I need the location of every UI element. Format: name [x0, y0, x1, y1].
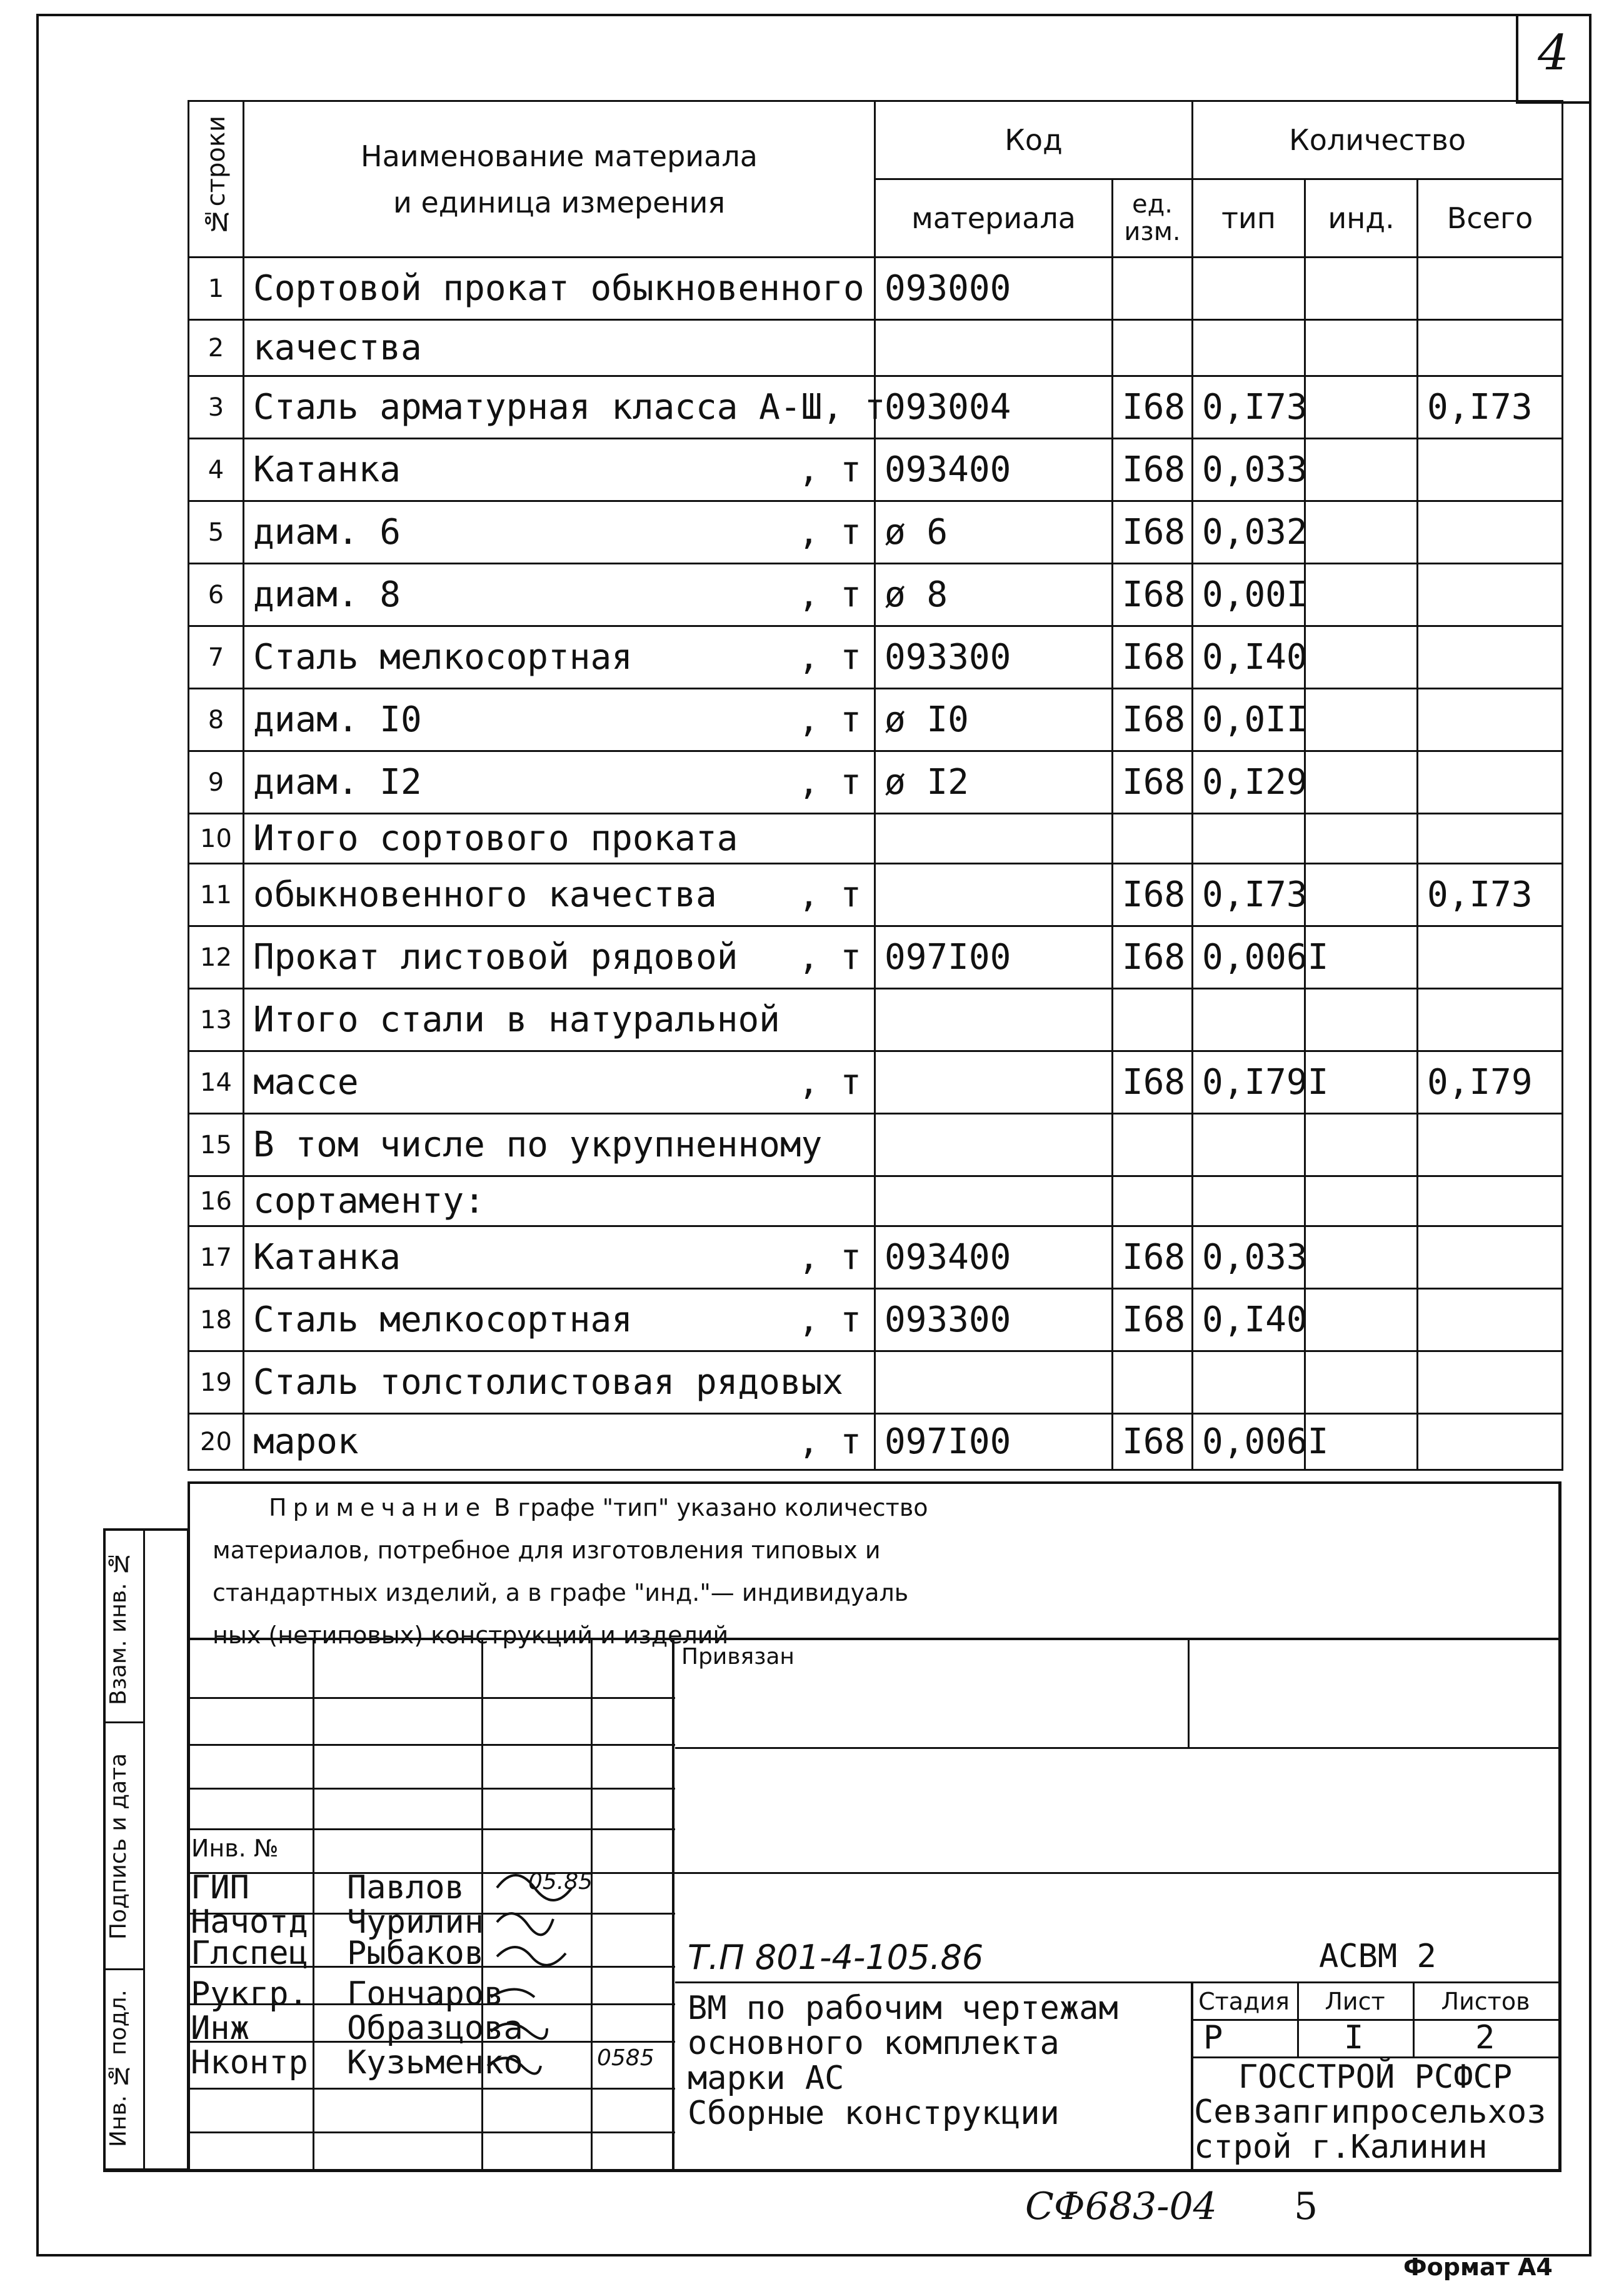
material-unit-text: , т	[798, 512, 861, 553]
project-number: Т.П 801-4-105.86	[688, 1938, 984, 1977]
material-name-text: диам. 8	[253, 574, 401, 615]
row-number: 20	[189, 1414, 244, 1470]
qty-type	[1193, 1114, 1305, 1176]
row-number: 5	[189, 501, 244, 564]
organization: ГОССТРОЙ РСФСР Севзапгипросельхоз строй г.Калинин	[1194, 2058, 1546, 2166]
name-header: Наименование материала и единица измерения	[244, 101, 875, 258]
unit-code: I68	[1113, 501, 1193, 564]
material-name-text: Сталь толстолистовая рядовых	[253, 1362, 844, 1403]
qty-type: 0,I29	[1193, 751, 1305, 814]
material-name	[244, 689, 875, 751]
sheet-value: I	[1344, 2019, 1364, 2056]
qty-type	[1193, 989, 1305, 1051]
unit-code	[1113, 1114, 1193, 1176]
material-name-text: Сортовой прокат обыкновенного	[253, 268, 865, 309]
type-header: тип	[1193, 179, 1305, 258]
side-podpis-label: Подпись и дата	[106, 1753, 131, 1940]
table-row	[189, 376, 1563, 439]
material-unit-text: , т	[798, 762, 861, 803]
qty-ind	[1305, 814, 1418, 864]
ind-header: инд.	[1305, 179, 1418, 258]
material-code	[875, 1351, 1113, 1414]
qty-total	[1418, 439, 1563, 501]
table-row	[189, 864, 1563, 926]
sign-row-6: Нконтр	[191, 2044, 308, 2081]
archive-page: 5	[1294, 2185, 1318, 2228]
table-row	[189, 751, 1563, 814]
material-name-text: Итого сортового проката	[253, 818, 738, 859]
qty-total: 0,I73	[1418, 864, 1563, 926]
material-name-text: Прокат листовой рядовой	[253, 937, 738, 978]
row-number: 17	[189, 1226, 244, 1289]
table-row	[189, 626, 1563, 689]
unit-code: I68	[1113, 1051, 1193, 1114]
qty-total	[1418, 626, 1563, 689]
material-name-text: марок	[253, 1421, 359, 1462]
unit-code: I68	[1113, 864, 1193, 926]
qty-total	[1418, 1414, 1563, 1470]
qty-total	[1418, 501, 1563, 564]
material-name-text: Сталь арматурная класса А-Ш, т	[253, 387, 886, 428]
material-name	[244, 439, 875, 501]
table-body	[189, 258, 1563, 1470]
qty-total	[1418, 320, 1563, 376]
row-number: 8	[189, 689, 244, 751]
row-number: 10	[189, 814, 244, 864]
qty-total: 0,I73	[1418, 376, 1563, 439]
material-unit-text: , т	[798, 874, 861, 915]
sign-row-2: Начотд	[191, 1903, 308, 1941]
qty-total	[1418, 258, 1563, 320]
material-name-text: качества	[253, 328, 422, 368]
quantity-header: Количество	[1193, 101, 1563, 179]
table-row	[189, 258, 1563, 320]
table-row	[189, 989, 1563, 1051]
unit-code: I68	[1113, 1226, 1193, 1289]
materials-table	[188, 100, 1563, 1471]
qty-total	[1418, 1289, 1563, 1351]
note-top-rule	[188, 1481, 1561, 1484]
qty-ind	[1305, 376, 1418, 439]
material-unit-text: , т	[798, 637, 861, 678]
material-name	[244, 564, 875, 626]
table-row	[189, 501, 1563, 564]
qty-ind	[1305, 1114, 1418, 1176]
unit-code	[1113, 814, 1193, 864]
qty-type: 0,006I	[1193, 926, 1305, 989]
unit-code: I68	[1113, 751, 1193, 814]
material-name-text: Итого стали в натуральной	[253, 999, 780, 1040]
note-title: Примечание	[269, 1494, 487, 1521]
unit-code: I68	[1113, 926, 1193, 989]
qty-total	[1418, 1114, 1563, 1176]
qty-ind	[1305, 689, 1418, 751]
row-number: 18	[189, 1289, 244, 1351]
sign-row-1: ГИП	[191, 1869, 249, 1906]
row-number: 12	[189, 926, 244, 989]
sign-row-4: Рукгр.	[191, 1975, 308, 2013]
table-row	[189, 926, 1563, 989]
material-name	[244, 258, 875, 320]
material-name-text: Катанка	[253, 1237, 401, 1278]
unit-code: I68	[1113, 564, 1193, 626]
material-name-text: сортаменту:	[253, 1181, 485, 1221]
material-code: ø 6	[875, 501, 1113, 564]
material-code: 093000	[875, 258, 1113, 320]
material-code: ø 8	[875, 564, 1113, 626]
table-row	[189, 564, 1563, 626]
row-number: 16	[189, 1176, 244, 1226]
material-name-text: диам. 6	[253, 512, 401, 553]
sign-row-3: Глспец	[191, 1935, 308, 1972]
unit-code: I68	[1113, 1414, 1193, 1470]
material-name	[244, 989, 875, 1051]
unit-header: ед. изм.	[1113, 179, 1193, 258]
material-name	[244, 751, 875, 814]
material-code: 097I00	[875, 926, 1113, 989]
material-code	[875, 814, 1113, 864]
note-line3: стандартных изделий, а в графе "инд."— индивидуаль	[213, 1579, 909, 1606]
row-number: 9	[189, 751, 244, 814]
material-name	[244, 1289, 875, 1351]
qty-ind	[1305, 864, 1418, 926]
qty-total	[1418, 689, 1563, 751]
qty-total	[1418, 814, 1563, 864]
code-header: Код	[875, 101, 1193, 179]
material-unit-text: , т	[798, 449, 861, 490]
qty-ind	[1305, 1289, 1418, 1351]
row-number: 6	[189, 564, 244, 626]
row-number: 11	[189, 864, 244, 926]
table-row	[189, 1414, 1563, 1470]
qty-type	[1193, 320, 1305, 376]
row-number: 2	[189, 320, 244, 376]
drawing-mark: АСВМ 2	[1319, 1938, 1436, 1975]
material-code: 093400	[875, 1226, 1113, 1289]
table-row	[189, 439, 1563, 501]
material-code: ø I2	[875, 751, 1113, 814]
note-line1: В графе "тип" указано количество	[494, 1494, 928, 1521]
qty-ind	[1305, 320, 1418, 376]
unit-code: I68	[1113, 376, 1193, 439]
side-vzam-label: Взам. инв. №	[106, 1550, 131, 1705]
table-row	[189, 814, 1563, 864]
sheet-label: Лист	[1325, 1988, 1385, 2015]
sheets-value: 2	[1475, 2019, 1495, 2056]
sheet-number: 4	[1538, 25, 1569, 81]
table-row	[189, 1226, 1563, 1289]
material-name-text: массе	[253, 1062, 359, 1103]
qty-type	[1193, 1176, 1305, 1226]
material-name-text: В том числе по укрупненному	[253, 1124, 823, 1165]
qty-total	[1418, 751, 1563, 814]
material-code	[875, 1114, 1113, 1176]
unit-code: I68	[1113, 439, 1193, 501]
table-row	[189, 320, 1563, 376]
material-unit-text: , т	[798, 1300, 861, 1340]
qty-total	[1418, 1226, 1563, 1289]
material-name-text: диам. I0	[253, 699, 422, 740]
row-number: 13	[189, 989, 244, 1051]
material-name-text: Сталь мелкосортная	[253, 637, 633, 678]
qty-ind	[1305, 989, 1418, 1051]
note-line4: ных (нетиповых) конструкций и изделий	[213, 1621, 729, 1649]
stamp-right	[675, 1638, 1558, 2169]
qty-ind	[1305, 501, 1418, 564]
material-name	[244, 376, 886, 439]
table-row	[189, 1051, 1563, 1114]
material-name	[244, 926, 875, 989]
qty-total	[1418, 926, 1563, 989]
qty-type	[1193, 1351, 1305, 1414]
unit-code	[1113, 1176, 1193, 1226]
stamp-right-rule	[1558, 1481, 1561, 2172]
material-code	[875, 320, 1113, 376]
material-name	[244, 501, 875, 564]
table-row	[189, 1289, 1563, 1351]
row-number-header: №строки	[189, 101, 244, 258]
qty-type: 0,0II	[1193, 689, 1305, 751]
sign-row-5: Инж	[191, 2010, 249, 2047]
table-row	[189, 689, 1563, 751]
qty-total: 0,I79	[1418, 1051, 1563, 1114]
qty-ind	[1305, 1176, 1418, 1226]
qty-type: 0,I79I	[1193, 1051, 1305, 1114]
row-number: 3	[189, 376, 244, 439]
qty-ind	[1305, 751, 1418, 814]
table-row	[189, 1351, 1563, 1414]
note-line2: материалов, потребное для изготовления типовых и	[213, 1536, 881, 1564]
material-name-text: Сталь мелкосортная	[253, 1300, 633, 1340]
qty-type: 0,I40	[1193, 1289, 1305, 1351]
side-inv-label: Инв. № подл.	[106, 1990, 131, 2147]
table-row	[189, 1176, 1563, 1226]
row-number: 4	[189, 439, 244, 501]
signature-scribbles	[484, 1863, 609, 2088]
drawing-title: ВМ по рабочим чертежам основного комплекта марки АС Сборные конструкции	[688, 1990, 1118, 2132]
unit-code	[1113, 1351, 1193, 1414]
material-code	[875, 989, 1113, 1051]
qty-type: 0,033	[1193, 1226, 1305, 1289]
material-unit-text: , т	[798, 937, 861, 978]
unit-code	[1113, 989, 1193, 1051]
unit-code: I68	[1113, 626, 1193, 689]
privyazan-label: Привязан	[681, 1644, 794, 1670]
material-name-text: обыкновенного качества	[253, 874, 717, 915]
qty-type: 0,I73	[1193, 376, 1305, 439]
qty-type: 0,033	[1193, 439, 1305, 501]
row-number: 1	[189, 258, 244, 320]
qty-ind	[1305, 258, 1418, 320]
row-number: 14	[189, 1051, 244, 1114]
archive-code: СФ683-04	[1025, 2185, 1217, 2228]
unit-code: I68	[1113, 689, 1193, 751]
total-header: Всего	[1418, 179, 1563, 258]
material-code: ø I0	[875, 689, 1113, 751]
sheets-label: Листов	[1441, 1988, 1530, 2015]
qty-ind	[1305, 439, 1418, 501]
material-name	[244, 1226, 875, 1289]
material-name	[244, 1176, 875, 1226]
material-name	[244, 626, 875, 689]
material-code: 097I00	[875, 1414, 1113, 1470]
material-unit-text: , т	[798, 699, 861, 740]
inv-no-label: Инв. №	[191, 1835, 279, 1862]
material-unit-text: , т	[798, 1062, 861, 1103]
qty-total	[1418, 1351, 1563, 1414]
unit-code	[1113, 258, 1193, 320]
material-unit-text: , т	[798, 1421, 861, 1462]
material-code	[875, 864, 1113, 926]
row-number: 7	[189, 626, 244, 689]
material-name	[244, 1414, 875, 1470]
table-row	[189, 1114, 1563, 1176]
unit-code	[1113, 320, 1193, 376]
stamp-bottom-rule	[103, 2169, 1561, 2172]
material-name	[244, 320, 875, 376]
qty-type: 0,00I	[1193, 564, 1305, 626]
qty-ind	[1305, 564, 1418, 626]
material-code: 093300	[875, 1289, 1113, 1351]
stage-label: Стадия	[1198, 1988, 1290, 2015]
qty-total	[1418, 1176, 1563, 1226]
material-unit-text: , т	[798, 1237, 861, 1278]
qty-ind	[1305, 1351, 1418, 1414]
qty-type: 0,I40	[1193, 626, 1305, 689]
material-code: 093400	[875, 439, 1113, 501]
material-name-text: диам. I2	[253, 762, 422, 803]
material-name	[244, 1051, 875, 1114]
format-label: Формат А4	[1403, 2253, 1553, 2281]
stage-value: Р	[1203, 2019, 1223, 2056]
qty-type	[1193, 258, 1305, 320]
qty-total	[1418, 989, 1563, 1051]
material-name	[244, 1351, 875, 1414]
note-block	[188, 1486, 1558, 1656]
row-number: 15	[189, 1114, 244, 1176]
material-unit-text: , т	[798, 574, 861, 615]
qty-ind	[1305, 626, 1418, 689]
qty-type: 0,032	[1193, 501, 1305, 564]
material-name-text: Катанка	[253, 449, 401, 490]
material-code	[875, 1176, 1113, 1226]
qty-type	[1193, 814, 1305, 864]
side-strip	[103, 1528, 189, 2171]
qty-type: 0,I73	[1193, 864, 1305, 926]
qty-type: 0,006I	[1193, 1414, 1305, 1470]
material-name	[244, 814, 875, 864]
row-number: 19	[189, 1351, 244, 1414]
material-code	[875, 1051, 1113, 1114]
material-name	[244, 1114, 875, 1176]
material-name	[244, 864, 875, 926]
qty-ind	[1305, 1226, 1418, 1289]
material-code-header: материала	[875, 179, 1113, 258]
material-code: 093004	[875, 376, 1113, 439]
material-code: 093300	[875, 626, 1113, 689]
qty-total	[1418, 564, 1563, 626]
unit-code: I68	[1113, 1289, 1193, 1351]
